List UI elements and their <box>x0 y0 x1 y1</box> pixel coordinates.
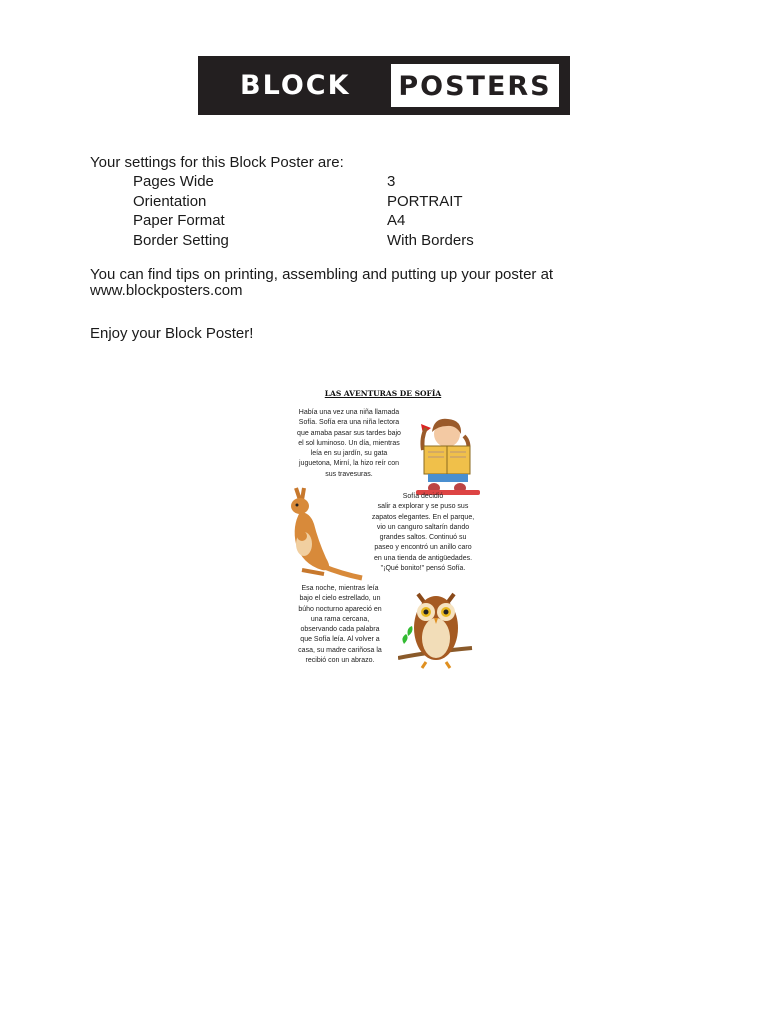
logo-posters-box <box>388 61 562 110</box>
setting-key: Pages Wide <box>133 173 214 190</box>
settings-intro: Your settings for this Block Poster are: <box>90 154 344 171</box>
setting-value: With Borders <box>387 231 474 249</box>
story-title: LAS AVENTURAS DE SOFÍA <box>324 389 442 398</box>
block-posters-logo <box>198 56 570 115</box>
story-paragraph-2: Sofía decidió salir a explorar y se puso sus zapatos elegantes. En el parque, vio un canguro saltarín dando grandes saltos. Continuó su paseo y encontró un anillo caro en una tienda de antigüedades. "¡Qué bonito!" pensó Sofía. <box>371 493 475 573</box>
settings-table <box>133 172 533 250</box>
setting-key: Border Setting <box>133 231 229 249</box>
setting-key: Orientation <box>133 192 207 210</box>
enjoy-text: Enjoy your Block Poster! <box>90 325 254 342</box>
logo-posters-text: POSTERS <box>398 71 552 102</box>
setting-row-pages-wide <box>133 172 533 192</box>
setting-row-paper-format <box>133 211 533 231</box>
girl-reading-illustration <box>414 412 484 498</box>
tips-text-line2[interactable]: www.blockposters.com <box>90 282 243 299</box>
setting-row-orientation <box>133 192 533 212</box>
setting-row-border-setting <box>133 231 533 251</box>
setting-value: A4 <box>387 212 406 229</box>
setting-value: PORTRAIT <box>387 192 463 210</box>
tips-text-line1: You can find tips on printing, assembling and putting up your poster at <box>90 266 554 283</box>
setting-key: Paper Format <box>133 212 225 229</box>
setting-value: 3 <box>387 173 396 190</box>
story-paragraph-1: Había una vez una niña llamada Sofía. Sofía era una niña lectora que amaba pasar sus tardes bajo el sol luminoso. Un día, mientras leía en su jardín, su gata juguetona, Mirní, la hizo reír con sus travesuras. <box>297 409 401 478</box>
kangaroo-illustration <box>282 486 364 582</box>
owl-illustration <box>398 588 474 678</box>
logo-block-text: BLOCK <box>240 70 351 101</box>
story-poster-image <box>272 376 494 680</box>
story-paragraph-3: Esa noche, mientras leía bajo el cielo estrellado, un búho nocturno apareció en una rama cercana, observando cada palabra que Sofía leía. Al volver a casa, su madre cariñosa la recibió con un abrazo. <box>298 585 382 665</box>
